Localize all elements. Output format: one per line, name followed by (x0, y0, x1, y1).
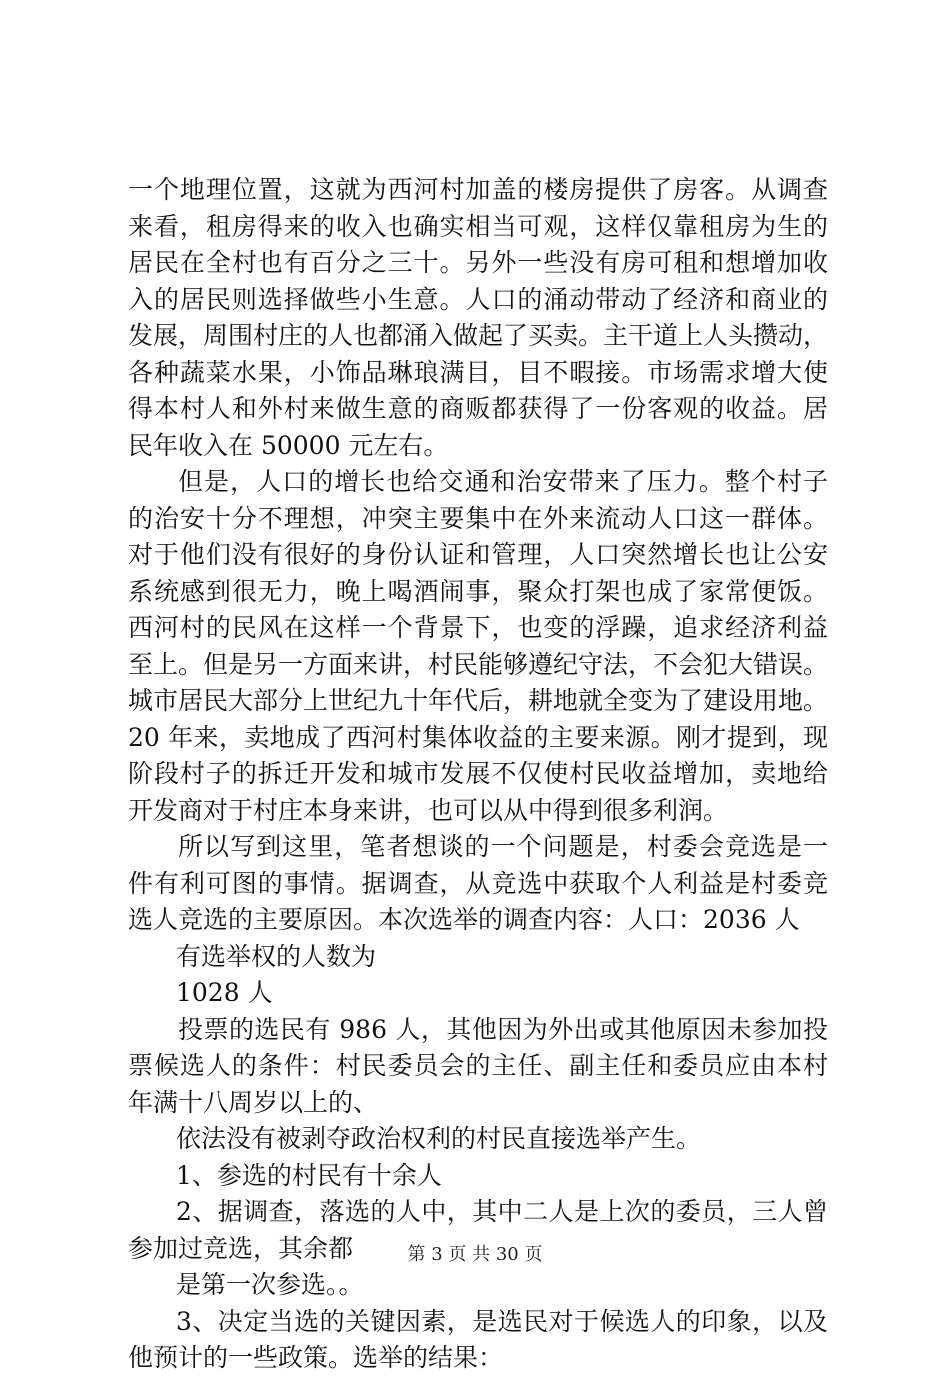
document-body (128, 172, 828, 1377)
text-line: 城市居民大部分上世纪九十年代后，耕地就全变为了建设用地。 (128, 686, 828, 715)
text-line: 参加过竞选，其余都 (128, 1233, 354, 1263)
text-line: 阶段村子的拆迁开发和城市发展不仅使村民收益增加，卖地给 (128, 759, 828, 788)
paragraph-start-line: 所以写到这里，笔者想谈的一个问题是，村委会竞选是一 (178, 832, 828, 861)
text-line: 1028 人 (176, 978, 273, 1007)
text-line: 入的居民则选择做些小生意。人口的涌动带动了经济和商业的 (128, 284, 828, 314)
text-line: 年满十八周岁以上的、 (128, 1087, 379, 1117)
page-number-footer: 第 3 页 共 30 页 (407, 1244, 543, 1265)
text-line: 选人竞选的主要原因。本次选举的调查内容：人口：2036 人 (128, 905, 800, 934)
text-line: 依法没有被剥夺政治权利的村民直接选举产生。 (176, 1124, 702, 1153)
text-line: 他预计的一些政策。选举的结果： (128, 1343, 504, 1372)
text-line: 发展，周围村庄的人也都涌入做起了买卖。主干道上人头攒动， (128, 321, 828, 350)
text-line: 至上。但是另一方面来讲，村民能够遵纪守法，不会犯大错误。 (128, 649, 828, 679)
text-line: 的治安十分不理想，冲突主要集中在外来流动人口这一群体。 (128, 503, 828, 533)
text-line: 开发商对于村庄本身来讲，也可以从中得到很多利润。 (128, 795, 729, 825)
text-line: 是第一次参选。。 (176, 1270, 364, 1299)
text-line: 各种蔬菜水果，小饰品琳琅满目，目不暇接。市场需求增大使 (128, 357, 828, 387)
text-line: 20 年来，卖地成了西河村集体收益的主要来源。刚才提到，现 (128, 722, 828, 752)
paragraph-start-line: 投票的选民有 986 人，其他因为外出或其他原因未参加投 (178, 1014, 828, 1044)
text-line: 件有利可图的事情。据调查，从竞选中获取个人利益是村委竞 (128, 868, 828, 898)
text-line: 对于他们没有很好的身份认证和管理，人口突然增长也让公安 (128, 540, 828, 569)
text-line: 居民在全村也有百分之三十。另外一些没有房可租和想增加收 (128, 248, 828, 277)
text-line: 一个地理位置，这就为西河村加盖的楼房提供了房客。从调查 (128, 175, 828, 204)
text-line: 来看，租房得来的收入也确实相当可观，这样仅靠租房为生的 (128, 211, 828, 241)
list-item: 3、决定当选的关键因素，是选民对于候选人的印象，以及 (176, 1306, 828, 1336)
list-item: 1、参选的村民有十余人 (176, 1160, 442, 1190)
paragraph-start-line: 但是，人口的增长也给交通和治安带来了压力。整个村子 (178, 467, 828, 496)
text-line: 得本村人和外村来做生意的商贩都获得了一份客观的收益。居 (128, 394, 828, 423)
text-line: 系统感到很无力，晚上喝酒闹事，聚众打架也成了家常便饭。 (128, 576, 828, 606)
list-item: 2、据调查，落选的人中，其中二人是上次的委员，三人曾 (176, 1197, 828, 1226)
text-line: 有选举权的人数为 (176, 941, 377, 971)
text-line: 票候选人的条件：村民委员会的主任、副主任和委员应由本村 (128, 1051, 828, 1080)
text-line: 西河村的民风在这样一个背景下，也变的浮躁，追求经济利益 (128, 613, 828, 642)
text-line: 民年收入在 50000 元左右。 (128, 430, 449, 460)
